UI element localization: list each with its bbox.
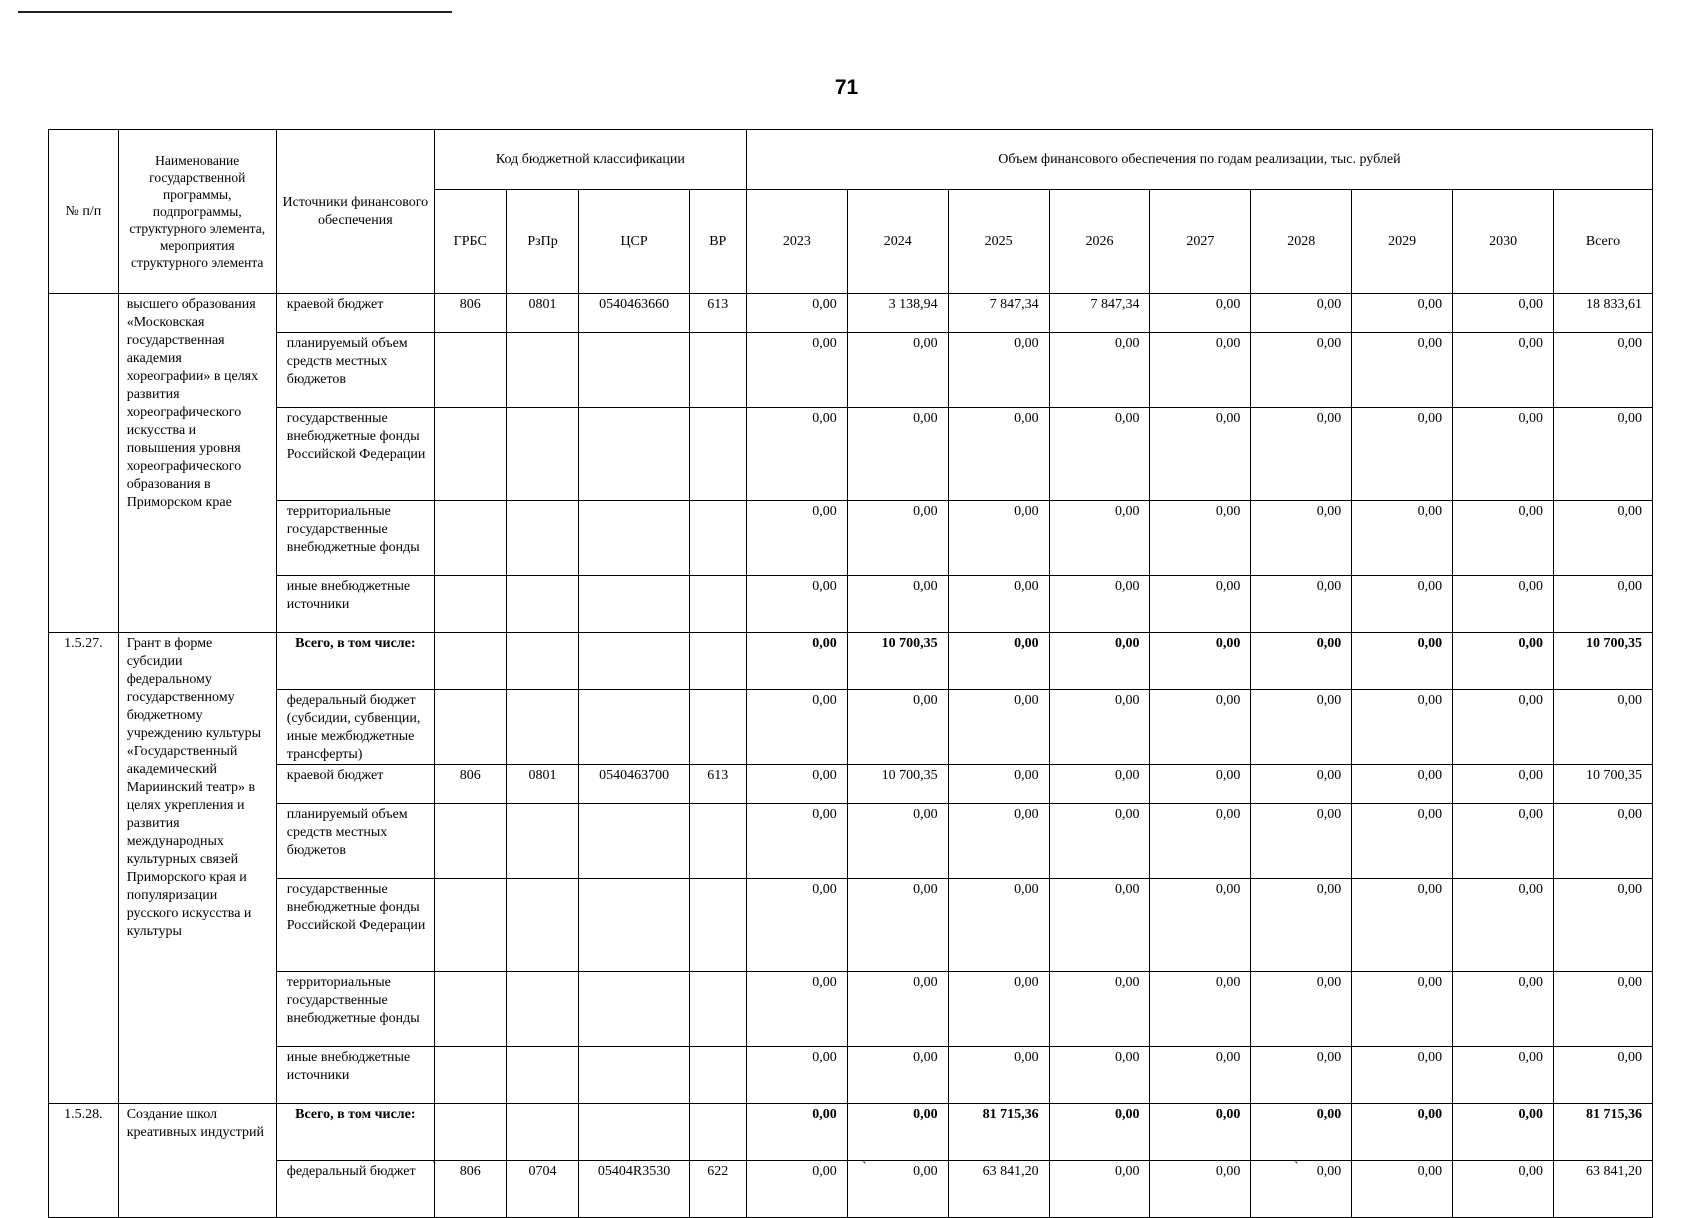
total-value: 0,00 bbox=[1554, 804, 1653, 879]
year-value: 7 847,34 bbox=[948, 294, 1049, 333]
activity-name: Грант в форме субсидии федеральному государственному бюджетному учреждению культуры «Государственный академический Мариинский театр» в целях укрепления и развития международных культурных связей Приморского края и популяризации русского искусства и культуры bbox=[118, 633, 276, 1104]
header-code: ЦСР bbox=[579, 190, 689, 294]
year-value: 0,00 bbox=[1049, 690, 1150, 765]
table-row bbox=[49, 1047, 1653, 1104]
rzpr-code bbox=[506, 1047, 579, 1104]
year-value: 0,00 bbox=[847, 1047, 948, 1104]
table-header bbox=[49, 130, 1653, 294]
header-year: 2026 bbox=[1049, 190, 1150, 294]
year-value: 0,00 bbox=[1150, 294, 1251, 333]
csr-code: 0540463700 bbox=[579, 765, 689, 804]
total-value: 0,00 bbox=[1554, 408, 1653, 501]
year-value: 0,00 bbox=[847, 804, 948, 879]
year-value: 0,00 bbox=[1049, 501, 1150, 576]
csr-code bbox=[579, 408, 689, 501]
total-value: 81 715,36 bbox=[1554, 1104, 1653, 1161]
year-value: 0,00 bbox=[1352, 690, 1453, 765]
table-row bbox=[49, 1161, 1653, 1218]
year-value: 0,00 bbox=[1150, 690, 1251, 765]
year-value: 7 847,34 bbox=[1049, 294, 1150, 333]
year-value: 63 841,20 bbox=[948, 1161, 1049, 1218]
activity-name: высшего образования «Московская государственная академия хореографии» в целях развития хореографического искусства и повышения уровня хореографического образования в Приморском крае bbox=[118, 294, 276, 633]
year-value: 0,00 bbox=[1453, 333, 1554, 408]
year-value: 0,00 bbox=[1049, 879, 1150, 972]
funding-source: планируемый объем средств местных бюджетов bbox=[276, 333, 434, 408]
activity-name: Создание школ креативных индустрий bbox=[118, 1104, 276, 1218]
year-value: 0,00 bbox=[1352, 633, 1453, 690]
table-row bbox=[49, 501, 1653, 576]
table-row bbox=[49, 408, 1653, 501]
grbs-code bbox=[434, 633, 506, 690]
csr-code bbox=[579, 804, 689, 879]
rzpr-code: 0801 bbox=[506, 765, 579, 804]
funding-source: Всего, в том числе: bbox=[276, 1104, 434, 1161]
vr-code bbox=[689, 1047, 746, 1104]
vr-code bbox=[689, 408, 746, 501]
footer-mark: ` bbox=[432, 1160, 437, 1175]
grbs-code bbox=[434, 690, 506, 765]
row-number: 1.5.28. bbox=[49, 1104, 119, 1218]
year-value: 0,00 bbox=[746, 1104, 847, 1161]
year-value: 0,00 bbox=[948, 972, 1049, 1047]
header-year: 2027 bbox=[1150, 190, 1251, 294]
rzpr-code bbox=[506, 333, 579, 408]
year-value: 0,00 bbox=[746, 1047, 847, 1104]
csr-code bbox=[579, 972, 689, 1047]
header-year: 2025 bbox=[948, 190, 1049, 294]
csr-code bbox=[579, 633, 689, 690]
grbs-code bbox=[434, 879, 506, 972]
table-row bbox=[49, 333, 1653, 408]
funding-source: планируемый объем средств местных бюджетов bbox=[276, 804, 434, 879]
year-value: 0,00 bbox=[746, 879, 847, 972]
rzpr-code bbox=[506, 972, 579, 1047]
year-value: 0,00 bbox=[1049, 333, 1150, 408]
table-row bbox=[49, 804, 1653, 879]
year-value: 0,00 bbox=[1049, 576, 1150, 633]
grbs-code bbox=[434, 972, 506, 1047]
year-value: 0,00 bbox=[1150, 576, 1251, 633]
year-value: 0,00 bbox=[1251, 804, 1352, 879]
rzpr-code bbox=[506, 408, 579, 501]
vr-code: 613 bbox=[689, 765, 746, 804]
vr-code: 622 bbox=[689, 1161, 746, 1218]
year-value: 0,00 bbox=[1150, 333, 1251, 408]
year-value: 0,00 bbox=[1150, 804, 1251, 879]
year-value: 0,00 bbox=[1453, 1161, 1554, 1218]
year-value: 0,00 bbox=[1150, 1104, 1251, 1161]
grbs-code bbox=[434, 576, 506, 633]
year-value: 0,00 bbox=[1049, 408, 1150, 501]
csr-code bbox=[579, 1047, 689, 1104]
year-value: 0,00 bbox=[847, 690, 948, 765]
year-value: 0,00 bbox=[948, 501, 1049, 576]
year-value: 0,00 bbox=[847, 879, 948, 972]
year-value: 0,00 bbox=[1049, 1047, 1150, 1104]
total-value: 10 700,35 bbox=[1554, 633, 1653, 690]
header-num: № п/п bbox=[49, 130, 119, 294]
financing-table bbox=[48, 129, 1653, 1218]
csr-code bbox=[579, 1104, 689, 1161]
vr-code bbox=[689, 690, 746, 765]
total-value: 18 833,61 bbox=[1554, 294, 1653, 333]
funding-source: государственные внебюджетные фонды Российской Федерации bbox=[276, 408, 434, 501]
grbs-code bbox=[434, 501, 506, 576]
table-row bbox=[49, 972, 1653, 1047]
funding-source: территориальные государственные внебюджетные фонды bbox=[276, 501, 434, 576]
total-value: 0,00 bbox=[1554, 333, 1653, 408]
year-value: 81 715,36 bbox=[948, 1104, 1049, 1161]
header-code: РзПр bbox=[506, 190, 579, 294]
total-value: 0,00 bbox=[1554, 690, 1653, 765]
year-value: 0,00 bbox=[746, 765, 847, 804]
year-value: 0,00 bbox=[746, 294, 847, 333]
year-value: 0,00 bbox=[746, 690, 847, 765]
year-value: 10 700,35 bbox=[847, 765, 948, 804]
year-value: 0,00 bbox=[1352, 294, 1453, 333]
total-value: 0,00 bbox=[1554, 576, 1653, 633]
year-value: 0,00 bbox=[1453, 501, 1554, 576]
rzpr-code bbox=[506, 501, 579, 576]
funding-source: государственные внебюджетные фонды Российской Федерации bbox=[276, 879, 434, 972]
year-value: 0,00 bbox=[1453, 1047, 1554, 1104]
header-code-group: Код бюджетной классификации bbox=[434, 130, 746, 190]
year-value: 0,00 bbox=[1251, 408, 1352, 501]
top-rule bbox=[18, 11, 452, 13]
year-value: 0,00 bbox=[1251, 576, 1352, 633]
table-row bbox=[49, 633, 1653, 690]
vr-code bbox=[689, 1104, 746, 1161]
total-value: 0,00 bbox=[1554, 1047, 1653, 1104]
grbs-code bbox=[434, 1047, 506, 1104]
year-value: 0,00 bbox=[1352, 1161, 1453, 1218]
table-row bbox=[49, 294, 1653, 333]
rzpr-code bbox=[506, 1104, 579, 1161]
year-value: 0,00 bbox=[948, 576, 1049, 633]
table-row bbox=[49, 879, 1653, 972]
csr-code bbox=[579, 333, 689, 408]
header-source: Источники финансового обеспечения bbox=[276, 130, 434, 294]
year-value: 0,00 bbox=[1453, 576, 1554, 633]
header-code: ВР bbox=[689, 190, 746, 294]
vr-code: 613 bbox=[689, 294, 746, 333]
year-value: 0,00 bbox=[1150, 1161, 1251, 1218]
year-value: 0,00 bbox=[948, 690, 1049, 765]
table-body bbox=[49, 294, 1653, 1218]
table-row bbox=[49, 765, 1653, 804]
header-total: Всего bbox=[1554, 190, 1653, 294]
year-value: 0,00 bbox=[1352, 408, 1453, 501]
total-value: 0,00 bbox=[1554, 501, 1653, 576]
year-value: 3 138,94 bbox=[847, 294, 948, 333]
year-value: 0,00 bbox=[1049, 1161, 1150, 1218]
year-value: 0,00 bbox=[847, 576, 948, 633]
year-value: 0,00 bbox=[948, 879, 1049, 972]
year-value: 0,00 bbox=[847, 501, 948, 576]
year-value: 0,00 bbox=[1049, 765, 1150, 804]
header-year: 2023 bbox=[746, 190, 847, 294]
total-value: 0,00 bbox=[1554, 972, 1653, 1047]
year-value: 0,00 bbox=[746, 408, 847, 501]
year-value: 0,00 bbox=[1251, 1161, 1352, 1218]
year-value: 0,00 bbox=[1150, 633, 1251, 690]
funding-source: краевой бюджет bbox=[276, 294, 434, 333]
year-value: 0,00 bbox=[847, 408, 948, 501]
year-value: 0,00 bbox=[1453, 1104, 1554, 1161]
year-value: 10 700,35 bbox=[847, 633, 948, 690]
year-value: 0,00 bbox=[746, 333, 847, 408]
vr-code bbox=[689, 333, 746, 408]
csr-code bbox=[579, 576, 689, 633]
footer-mark: ` bbox=[1294, 1160, 1299, 1175]
year-value: 0,00 bbox=[1150, 501, 1251, 576]
grbs-code bbox=[434, 408, 506, 501]
vr-code bbox=[689, 576, 746, 633]
header-volume-group: Объем финансового обеспечения по годам реализации, тыс. рублей bbox=[746, 130, 1652, 190]
year-value: 0,00 bbox=[1150, 765, 1251, 804]
header-year: 2030 bbox=[1453, 190, 1554, 294]
total-value: 10 700,35 bbox=[1554, 765, 1653, 804]
funding-source: федеральный бюджет (субсидии, субвенции, иные межбюджетные трансферты) bbox=[276, 690, 434, 765]
year-value: 0,00 bbox=[746, 633, 847, 690]
footer-mark: ` bbox=[862, 1160, 867, 1175]
year-value: 0,00 bbox=[948, 408, 1049, 501]
year-value: 0,00 bbox=[746, 576, 847, 633]
header-name: Наименование государственной программы, подпрограммы, структурного элемента, мероприятия структурного элемента bbox=[118, 130, 276, 294]
year-value: 0,00 bbox=[1049, 633, 1150, 690]
year-value: 0,00 bbox=[1150, 879, 1251, 972]
row-number bbox=[49, 294, 119, 633]
year-value: 0,00 bbox=[1453, 690, 1554, 765]
year-value: 0,00 bbox=[948, 333, 1049, 408]
year-value: 0,00 bbox=[1150, 1047, 1251, 1104]
total-value: 0,00 bbox=[1554, 879, 1653, 972]
year-value: 0,00 bbox=[1150, 972, 1251, 1047]
year-value: 0,00 bbox=[847, 333, 948, 408]
table-row bbox=[49, 576, 1653, 633]
csr-code bbox=[579, 879, 689, 972]
year-value: 0,00 bbox=[1251, 633, 1352, 690]
grbs-code bbox=[434, 333, 506, 408]
grbs-code: 806 bbox=[434, 765, 506, 804]
header-code: ГРБС bbox=[434, 190, 506, 294]
funding-source: краевой бюджет bbox=[276, 765, 434, 804]
csr-code: 05404R3530 bbox=[579, 1161, 689, 1218]
year-value: 0,00 bbox=[1352, 804, 1453, 879]
funding-source: иные внебюджетные источники bbox=[276, 576, 434, 633]
year-value: 0,00 bbox=[746, 1161, 847, 1218]
year-value: 0,00 bbox=[948, 765, 1049, 804]
year-value: 0,00 bbox=[948, 804, 1049, 879]
year-value: 0,00 bbox=[1251, 879, 1352, 972]
year-value: 0,00 bbox=[847, 972, 948, 1047]
year-value: 0,00 bbox=[1251, 1104, 1352, 1161]
vr-code bbox=[689, 633, 746, 690]
year-value: 0,00 bbox=[1352, 879, 1453, 972]
year-value: 0,00 bbox=[1049, 804, 1150, 879]
header-year: 2029 bbox=[1352, 190, 1453, 294]
year-value: 0,00 bbox=[847, 1104, 948, 1161]
year-value: 0,00 bbox=[1352, 1047, 1453, 1104]
year-value: 0,00 bbox=[1251, 333, 1352, 408]
rzpr-code bbox=[506, 804, 579, 879]
year-value: 0,00 bbox=[1352, 1104, 1453, 1161]
funding-source: иные внебюджетные источники bbox=[276, 1047, 434, 1104]
vr-code bbox=[689, 972, 746, 1047]
rzpr-code: 0801 bbox=[506, 294, 579, 333]
grbs-code bbox=[434, 804, 506, 879]
year-value: 0,00 bbox=[746, 501, 847, 576]
year-value: 0,00 bbox=[1150, 408, 1251, 501]
year-value: 0,00 bbox=[746, 804, 847, 879]
rzpr-code: 0704 bbox=[506, 1161, 579, 1218]
rzpr-code bbox=[506, 879, 579, 972]
year-value: 0,00 bbox=[1352, 576, 1453, 633]
year-value: 0,00 bbox=[1352, 333, 1453, 408]
header-year: 2028 bbox=[1251, 190, 1352, 294]
funding-source: федеральный бюджет bbox=[276, 1161, 434, 1218]
csr-code bbox=[579, 501, 689, 576]
funding-source: Всего, в том числе: bbox=[276, 633, 434, 690]
rzpr-code bbox=[506, 633, 579, 690]
table-row bbox=[49, 690, 1653, 765]
grbs-code: 806 bbox=[434, 1161, 506, 1218]
year-value: 0,00 bbox=[1352, 765, 1453, 804]
year-value: 0,00 bbox=[1453, 879, 1554, 972]
rzpr-code bbox=[506, 576, 579, 633]
year-value: 0,00 bbox=[1352, 501, 1453, 576]
rzpr-code bbox=[506, 690, 579, 765]
year-value: 0,00 bbox=[1352, 972, 1453, 1047]
grbs-code bbox=[434, 1104, 506, 1161]
csr-code: 0540463660 bbox=[579, 294, 689, 333]
year-value: 0,00 bbox=[1251, 972, 1352, 1047]
page-number: 71 bbox=[834, 76, 859, 99]
year-value: 0,00 bbox=[1251, 501, 1352, 576]
total-value: 63 841,20 bbox=[1554, 1161, 1653, 1218]
year-value: 0,00 bbox=[847, 1161, 948, 1218]
year-value: 0,00 bbox=[1251, 294, 1352, 333]
year-value: 0,00 bbox=[1453, 408, 1554, 501]
year-value: 0,00 bbox=[1251, 765, 1352, 804]
table-row bbox=[49, 1104, 1653, 1161]
year-value: 0,00 bbox=[1049, 1104, 1150, 1161]
year-value: 0,00 bbox=[746, 972, 847, 1047]
year-value: 0,00 bbox=[1453, 972, 1554, 1047]
year-value: 0,00 bbox=[948, 1047, 1049, 1104]
vr-code bbox=[689, 501, 746, 576]
year-value: 0,00 bbox=[1251, 1047, 1352, 1104]
year-value: 0,00 bbox=[1453, 804, 1554, 879]
row-number: 1.5.27. bbox=[49, 633, 119, 1104]
year-value: 0,00 bbox=[1049, 972, 1150, 1047]
year-value: 0,00 bbox=[1453, 765, 1554, 804]
csr-code bbox=[579, 690, 689, 765]
header-year: 2024 bbox=[847, 190, 948, 294]
vr-code bbox=[689, 879, 746, 972]
grbs-code: 806 bbox=[434, 294, 506, 333]
year-value: 0,00 bbox=[1251, 690, 1352, 765]
funding-source: территориальные государственные внебюджетные фонды bbox=[276, 972, 434, 1047]
year-value: 0,00 bbox=[1453, 633, 1554, 690]
year-value: 0,00 bbox=[1453, 294, 1554, 333]
year-value: 0,00 bbox=[948, 633, 1049, 690]
vr-code bbox=[689, 804, 746, 879]
